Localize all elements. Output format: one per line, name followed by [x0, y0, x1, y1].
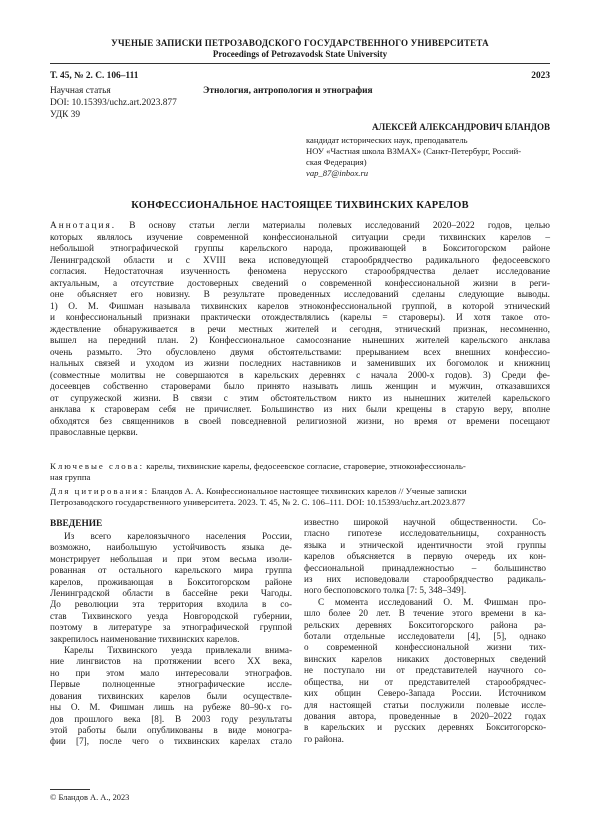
- body-line: став Тихвинского уезда Новгородской губернии,: [50, 610, 292, 621]
- body-line: шло более 20 лет. В течение этого времени в ка-: [304, 608, 546, 619]
- body-line: ны О. М. Фишман лишь на рубеже 80–90-х го-: [50, 702, 292, 713]
- abstract-line: от супружеской жизни. В связи с этим обстоятельством никто из нынешних жителей карельского: [50, 393, 550, 404]
- abstract-line: досеевцев собственно староверами было принято называть лишь женщин и мужчин, отказавшихся: [50, 382, 550, 392]
- keywords-line: Ключевые слова: карелы, тихвинские карелы, федосеевское согласие, староверие, этноконфессиональ-: [50, 461, 466, 471]
- author-affiliation: НОУ «Частная школа ВЗМАХ» (Санкт-Петербург, Россий-: [306, 146, 522, 156]
- body-line: фии [7], после чего о тихвинских карелах стало: [50, 736, 292, 747]
- body-line: До революции эта территория входила в со-: [50, 599, 292, 610]
- journal-name-ru: УЧЕНЫЕ ЗАПИСКИ ПЕТРОЗАВОДСКОГО ГОСУДАРСТВЕННОГО УНИВЕРСИТЕТА: [111, 38, 489, 48]
- body-line: рельских деревнях Бокситогорского района ра-: [304, 619, 546, 630]
- abstract-line: обходятся без священников в своей повседневной религиозной жизни, но время от времени посещают: [50, 416, 550, 427]
- body-line: о современной конфессиональной жизни тих-: [304, 642, 546, 653]
- section-heading: ВВЕДЕНИЕ: [50, 519, 103, 529]
- body-column-left: [50, 531, 292, 748]
- author-block: [306, 122, 550, 179]
- abstract-line: ждествление обнаруживается в речи местных жителей и сегодня, этнический признак, несомненно,: [50, 324, 550, 335]
- body-line: дования автора, проведенные в 2020–2022 годах: [304, 710, 546, 721]
- body-line: не поступало ни от представителей научного со-: [304, 665, 546, 676]
- author-degree: кандидат исторических наук, преподаватель: [306, 135, 468, 145]
- citation-line: Петрозаводского государственного университета. 2023. Т. 45, № 2. С. 106–111. DOI: 10.15393/uchz.art.2023.877: [50, 497, 466, 507]
- year: 2023: [531, 71, 550, 81]
- citation-line: Для цитирования: Бландов А. А. Конфессиональное настоящее тихвинских карелов // Ученые записки: [50, 486, 467, 496]
- abstract-line: и конфессиональный признаки практически отождествлялись (карелы = староверы). И хотя такое ото-: [50, 313, 550, 323]
- abstract-line: православные церкви.: [50, 428, 138, 438]
- abstract-line: согласия. Недостаточная изученность феномена нерусского старообрядчества делает исследование: [50, 267, 550, 277]
- citation-label: Для цитирования:: [50, 486, 150, 496]
- body-line: ботали отдельные исследователи [4], [5], однако: [304, 631, 546, 642]
- body-line: поэтому в литературе за этнографической группой: [50, 622, 292, 633]
- body-line: языка и этнической идентичности этой группы: [304, 539, 546, 550]
- author-name: АЛЕКСЕЙ АЛЕКСАНДРОВИЧ БЛАНДОВ: [372, 122, 550, 132]
- body-column-right: [304, 517, 546, 745]
- body-line: дования тихвинских карелов были осуществле-: [50, 690, 292, 701]
- abstract-line: (совместные молитвы не совершаются в карельских деревнях с начала 2000-х годов). 3) Среди фе-: [50, 370, 550, 381]
- abstract-line: небольшой этнографической группы карельского народа, проживающей в Бокситогорском районе: [50, 244, 550, 254]
- abstract-line: актуальным, а отсутствие достоверных сведений о современной конфессиональной жизни в реги-: [50, 278, 550, 289]
- body-line: из них исповедовали старообрядчество радикаль-: [304, 574, 546, 585]
- author-affiliation-cont: ская Федерация): [306, 157, 367, 167]
- abstract-line: анклава к староверам себя не причисляет. Большинство из них были крещены в старую веру, вполне: [50, 405, 550, 415]
- body-line: Ленинградской области в бассейне реки Чагоды.: [50, 588, 292, 599]
- body-line: закрепилось наименование тихвинских карелов.: [50, 633, 240, 644]
- section-name: Этнология, антропология и этнография: [203, 86, 373, 96]
- body-line: карелов, проживающая в Бокситогорском районе: [50, 576, 292, 587]
- copyright: © Бландов А. А., 2023: [50, 793, 130, 802]
- abstract-line: очень размыто. Это обусловлено двумя обстоятельствами: прерыванием всех внешних конфессио-: [50, 347, 550, 358]
- article-type: Научная статья: [50, 86, 111, 96]
- body-line: Карелы Тихвинского уезда привлекали внима-: [64, 645, 292, 656]
- body-line: в карельских и русских деревнях Бокситогорско-: [304, 722, 546, 733]
- body-line: но при этом мало интересовали этнографов.: [50, 667, 292, 678]
- body-line: гласно гипотезе исследовательницы, сохранность: [304, 528, 546, 539]
- author-email[interactable]: vap_87@inbox.ru: [306, 168, 369, 178]
- udk: УДК 39: [50, 110, 81, 120]
- body-line: ких общин Северо-Запада России. Источником: [304, 688, 546, 699]
- header-divider: [50, 63, 550, 64]
- body-line: Первые полноценные этнографические иссле-: [50, 679, 292, 690]
- body-line: рованная от остального карельского мира группа: [50, 565, 292, 576]
- keywords-line: ная группа: [50, 472, 91, 482]
- article-title: КОНФЕССИОНАЛЬНОЕ НАСТОЯЩЕЕ ТИХВИНСКИХ КАРЕЛОВ: [131, 200, 469, 211]
- body-line: монстрирует небольшая и при этом весьма изоли-: [50, 553, 292, 564]
- citation: [50, 486, 550, 508]
- journal-name-en: Proceedings of Petrozavodsk State University: [212, 49, 388, 59]
- abstract-label: Аннотация.: [50, 221, 117, 231]
- abstract-line: Аннотация. В основу статьи легли материалы полевых исследований 2020–2022 годов, целью: [50, 221, 550, 231]
- doi: DOI: 10.15393/uchz.art.2023.877: [50, 98, 177, 108]
- body-line: ного беспоповского толка [7: 5, 348–349].: [304, 585, 467, 596]
- body-line: карелов объясняется в первую очередь их кон-: [304, 551, 546, 562]
- abstract-line: 1) О. М. Фишман называла тихвинских карелов этноконфессиональной группой, в которой этнический: [50, 301, 550, 312]
- footnote-divider: [50, 789, 90, 790]
- body-line: дов прошлого века [8]. В 2003 году результаты: [50, 713, 292, 724]
- body-line: ние лингвистов на протяжении всего XX века,: [50, 656, 292, 667]
- body-line: известно широкой научной общественности. Со-: [304, 517, 546, 527]
- abstract-line: которых являлось изучение современной конфессиональной ситуации среди тихвинских карелов –: [50, 232, 550, 243]
- body-line: общества, ни от представителей старообрядчес-: [304, 676, 546, 687]
- volume-pages: Т. 45, № 2. С. 106–111: [50, 71, 139, 81]
- abstract-line: вышел на передний план. 2) Конфессиональное самосознание нынешних жителей карельского анклава: [50, 336, 550, 346]
- abstract-line: оне объясняет его новизну. В результате проведенных исследований сделаны следующие выводы.: [50, 290, 550, 300]
- abstract-line: Ленинградской области и с XVIII века исповедующей старообрядчество радикального федосеевского: [50, 255, 550, 266]
- abstract: [50, 221, 550, 440]
- body-line: винских карелов никаких достоверных сведений: [304, 653, 546, 664]
- body-line: С момента исследований О. М. Фишман про-: [318, 596, 546, 607]
- keywords-label: Ключевые слова:: [50, 461, 145, 471]
- body-line: фессиональной принадлежностью – большинство: [304, 562, 546, 573]
- keywords: [50, 461, 550, 483]
- body-line: возможно, наибольшую устойчивость языка де-: [50, 542, 292, 553]
- body-line: этой работы были опубликованы в виде моногра-: [50, 724, 292, 735]
- body-line: го района.: [304, 733, 344, 744]
- body-line: для настоящей статьи послужили полевые иссле-: [304, 699, 546, 710]
- abstract-line: нальных связей и уходом из жизни последних наставников и заменивших их богомолок и книжниц: [50, 359, 550, 369]
- body-line: Из всего карелоязычного населения России,: [64, 531, 292, 541]
